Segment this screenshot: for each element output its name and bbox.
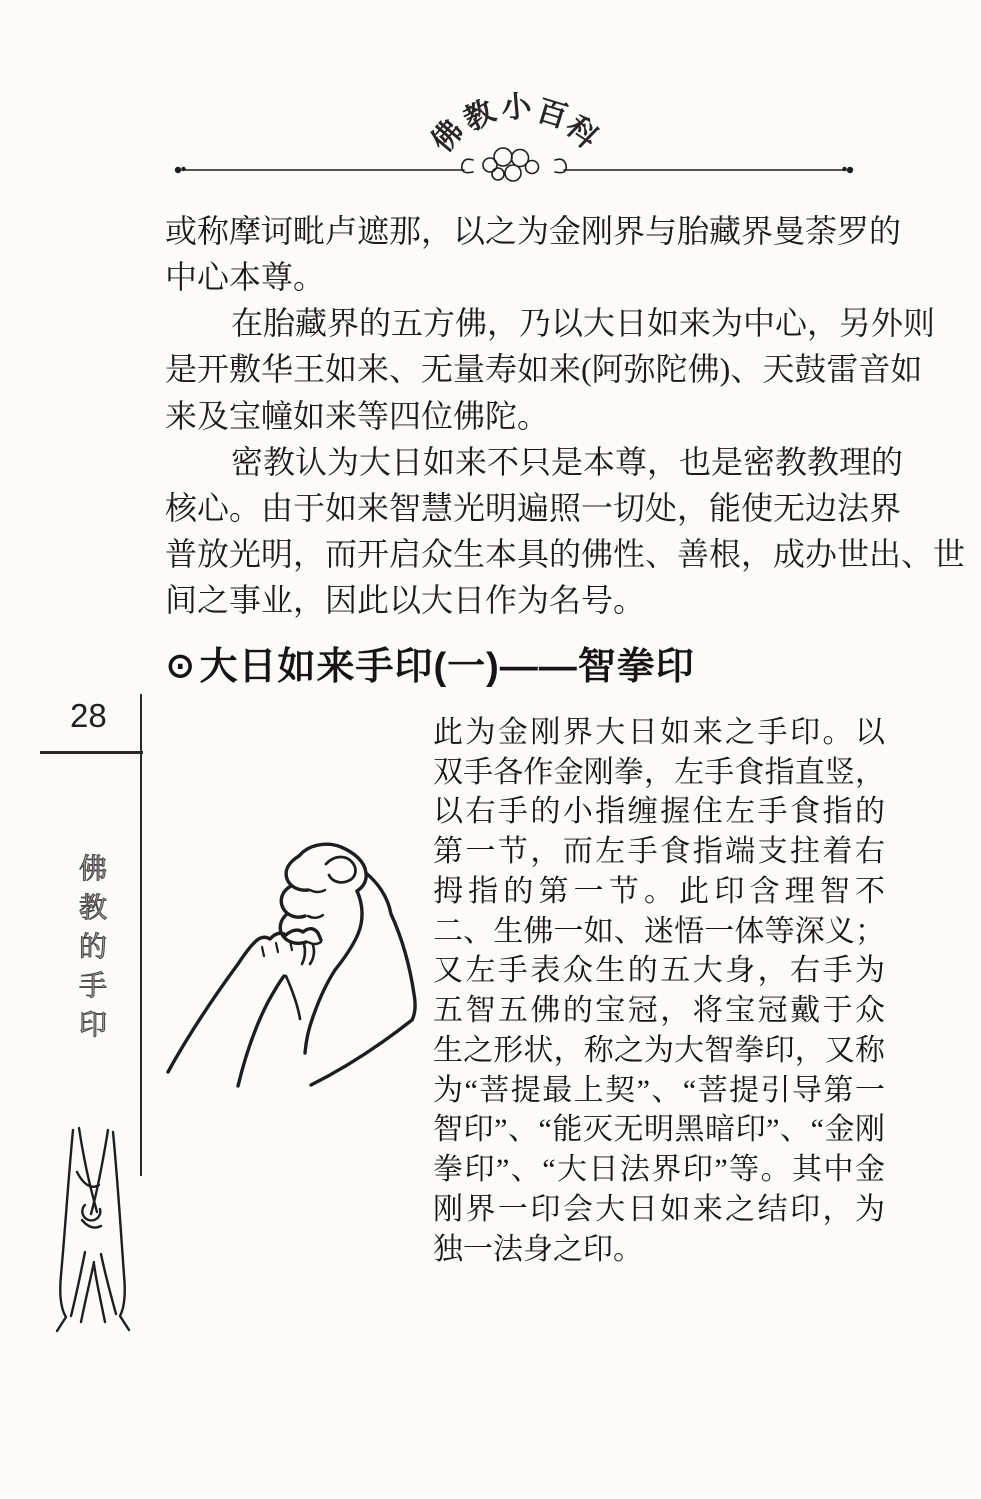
- page-number: 28: [70, 697, 107, 734]
- column-line: 智印”、“能灭无明黑暗印”、“金刚: [433, 1113, 885, 1146]
- body-line: 或称摩诃毗卢遮那，以之为金刚界与胎藏界曼荼罗的: [165, 213, 902, 249]
- sidebar-title-char: 佛: [78, 853, 107, 884]
- column-line: 二、生佛一如、迷悟一体等深义；: [433, 915, 885, 948]
- section-title: 大日如来手印(一)——智拳印: [199, 646, 695, 688]
- body-line: 密教认为大日如来不只是本尊，也是密教教理的: [231, 444, 904, 480]
- sidebar-title-char: 印: [78, 1009, 107, 1040]
- sidebar-title-char: 的: [78, 931, 107, 962]
- sidebar-horizontal-rule: [40, 751, 143, 754]
- column-line: 此为金刚界大日如来之手印。以: [433, 716, 885, 749]
- column-line: 五智五佛的宝冠，将宝冠戴于众: [433, 994, 885, 1027]
- column-line: 拳印”、“大日法界印”等。其中金: [433, 1153, 885, 1186]
- sidebar-title-char: 教: [78, 892, 107, 923]
- section-heading: [166, 640, 695, 692]
- column-line: 刚界一印会大日如来之结印，为: [433, 1193, 885, 1226]
- body-line: 间之事业，因此以大日作为名号。: [165, 582, 646, 618]
- body-line: 核心。由于如来智慧光明遍照一切处，能使无边法界: [165, 490, 902, 526]
- column-line: 双手各作金刚拳，左手食指直竖，: [433, 756, 885, 789]
- running-head-char: 小: [499, 89, 533, 126]
- column-line: 拇指的第一节。此印含理智不: [433, 875, 885, 908]
- divider-cloud-ornament-icon: [168, 146, 860, 194]
- body-line: 中心本尊。: [165, 259, 326, 295]
- sidebar-vertical-rule: [140, 694, 142, 1176]
- column-line: 又左手表众生的五大身，右手为: [433, 954, 885, 987]
- column-line: 独一法身之印。: [433, 1233, 643, 1266]
- column-line: 生之形状，称之为大智拳印，又称: [433, 1034, 885, 1067]
- body-line: 是开敷华王如来、无量寿如来(阿弥陀佛)、天鼓雷音如: [165, 351, 923, 387]
- running-head-char: 科: [559, 110, 604, 155]
- body-line: 来及宝幢如来等四位佛陀。: [165, 398, 550, 434]
- column-line: 为“菩提最上契”、“菩提引导第一: [433, 1074, 885, 1107]
- body-line: 在胎藏界的五方佛，乃以大日如来为中心，另外则: [231, 305, 936, 341]
- sidebar-title-char: 手: [78, 970, 107, 1001]
- wisdom-fist-mudra-illustration: [158, 842, 448, 1097]
- body-line: 普放光明，而开启众生本具的佛性、善根，成办世出、世: [165, 536, 966, 572]
- running-head-char: 教: [458, 94, 501, 138]
- running-head-char: 百: [532, 94, 572, 135]
- section-bullet-icon: ⊙: [166, 647, 196, 685]
- column-line: 第一节，而左手食指端支拄着右: [433, 835, 885, 868]
- running-head-char: 佛: [425, 114, 470, 159]
- sidebar-vertical-title: [78, 849, 108, 1044]
- column-line: 以右手的小指缠握住左手食指的: [433, 795, 885, 828]
- hands-joined-mudra-illustration: [52, 1112, 134, 1337]
